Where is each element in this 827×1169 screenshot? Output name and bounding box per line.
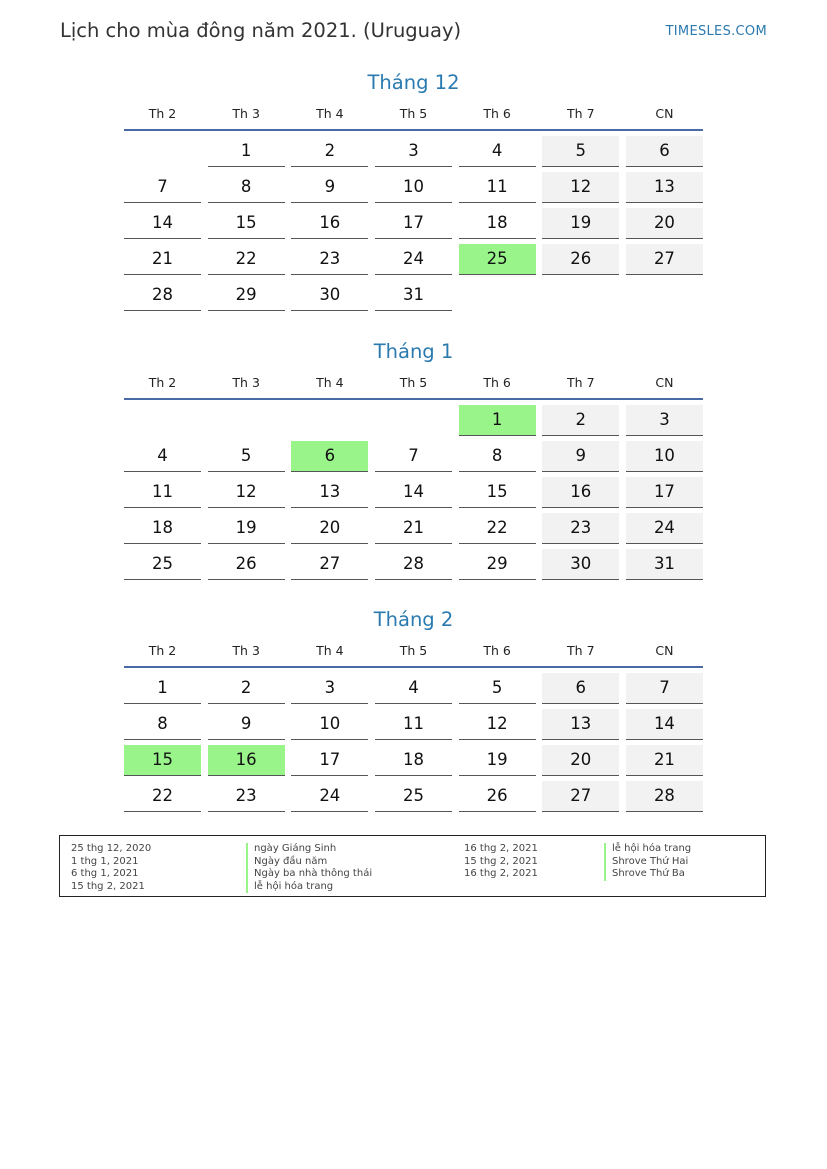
day-cell: 5 <box>542 136 619 167</box>
empty-day-cell <box>375 405 452 435</box>
day-cell: 6 <box>542 673 619 704</box>
holiday-date: 25 thg 12, 2020 <box>71 843 152 854</box>
day-cell: 10 <box>375 172 452 203</box>
day-cell: 9 <box>542 441 619 472</box>
day-cell: 20 <box>626 208 703 239</box>
empty-day-cell <box>208 405 285 435</box>
empty-day-cell <box>124 405 201 435</box>
day-cell: 12 <box>208 477 285 508</box>
day-cell: 12 <box>542 172 619 203</box>
holiday-name: ngày Giáng Sinh <box>246 843 372 856</box>
weekday-header <box>124 107 703 131</box>
day-cell: 25 <box>124 549 201 580</box>
weekday-label: Th 7 <box>567 106 595 121</box>
day-cell: 11 <box>124 477 201 508</box>
month-january <box>124 338 703 581</box>
day-grid <box>124 673 703 813</box>
day-cell: 12 <box>459 709 536 740</box>
weekday-label: Th 3 <box>232 643 260 658</box>
weekday-label: Th 5 <box>399 375 428 390</box>
day-cell: 21 <box>124 244 201 275</box>
day-cell: 14 <box>626 709 703 740</box>
day-cell: 7 <box>124 172 201 203</box>
month-title: Tháng 1 <box>373 340 454 363</box>
legend-names-right <box>604 843 691 881</box>
weekday-label: Th 3 <box>232 106 260 121</box>
day-cell: 1 <box>459 405 536 436</box>
empty-day-cell <box>124 136 201 166</box>
day-cell: 17 <box>375 208 452 239</box>
weekday-label: Th 2 <box>148 643 177 658</box>
day-cell: 27 <box>542 781 619 812</box>
day-cell: 26 <box>542 244 619 275</box>
day-cell: 10 <box>626 441 703 472</box>
day-cell: 16 <box>542 477 619 508</box>
day-cell: 4 <box>124 441 201 472</box>
holiday-name: lễ hội hóa trang <box>246 881 372 894</box>
day-cell: 30 <box>291 280 368 311</box>
day-cell: 30 <box>542 549 619 580</box>
empty-day-cell <box>291 405 368 435</box>
day-cell: 7 <box>375 441 452 472</box>
day-grid <box>124 136 703 312</box>
day-cell: 5 <box>459 673 536 704</box>
brand-link[interactable]: TIMESLES.COM <box>665 24 767 39</box>
day-cell: 11 <box>459 172 536 203</box>
legend-dates-left <box>71 843 151 893</box>
month-february <box>124 606 703 813</box>
day-cell: 3 <box>626 405 703 436</box>
weekday-label: Th 4 <box>316 106 344 121</box>
weekday-label: Th 2 <box>148 375 177 390</box>
day-cell: 3 <box>375 136 452 167</box>
holiday-name: Shrove Thứ Hai <box>604 856 691 869</box>
day-cell: 4 <box>459 136 536 167</box>
day-cell: 14 <box>375 477 452 508</box>
holiday-date: 16 thg 2, 2021 <box>464 843 538 854</box>
day-cell: 9 <box>208 709 285 740</box>
weekday-header <box>124 644 703 668</box>
day-cell: 22 <box>208 244 285 275</box>
day-cell: 19 <box>459 745 536 776</box>
day-cell: 20 <box>291 513 368 544</box>
weekday-label: Th 5 <box>399 643 428 658</box>
day-cell: 8 <box>459 441 536 472</box>
holiday-date: 15 thg 2, 2021 <box>71 880 145 892</box>
weekday-label: Th 6 <box>483 643 511 658</box>
day-cell: 28 <box>626 781 703 812</box>
day-cell: 31 <box>626 549 703 580</box>
empty-day-cell <box>626 280 703 310</box>
day-cell: 13 <box>542 709 619 740</box>
day-cell: 25 <box>459 244 536 275</box>
weekday-label: Th 3 <box>232 375 260 390</box>
day-cell: 18 <box>375 745 452 776</box>
day-cell: 27 <box>626 244 703 275</box>
day-cell: 22 <box>124 781 201 812</box>
day-cell: 29 <box>459 549 536 580</box>
day-cell: 23 <box>208 781 285 812</box>
holiday-name: Shrove Thứ Ba <box>604 868 691 881</box>
weekday-label: CN <box>655 106 674 121</box>
day-cell: 26 <box>208 549 285 580</box>
day-cell: 31 <box>375 280 452 311</box>
weekday-label: Th 6 <box>483 375 511 390</box>
day-cell: 6 <box>291 441 368 472</box>
legend-names-left <box>246 843 372 893</box>
month-title: Tháng 2 <box>373 608 454 631</box>
weekday-label: Th 7 <box>567 643 595 658</box>
day-cell: 25 <box>375 781 452 812</box>
day-cell: 4 <box>375 673 452 704</box>
holiday-legend <box>59 835 766 897</box>
day-cell: 22 <box>459 513 536 544</box>
day-cell: 28 <box>375 549 452 580</box>
day-cell: 24 <box>375 244 452 275</box>
day-cell: 24 <box>626 513 703 544</box>
day-cell: 7 <box>626 673 703 704</box>
day-grid <box>124 405 703 581</box>
day-cell: 17 <box>626 477 703 508</box>
page-title: Lịch cho mùa đông năm 2021. (Uruguay) <box>60 19 462 42</box>
day-cell: 23 <box>291 244 368 275</box>
day-cell: 2 <box>542 405 619 436</box>
day-cell: 14 <box>124 208 201 239</box>
day-cell: 5 <box>208 441 285 472</box>
holiday-name: Ngày ba nhà thông thái <box>246 868 372 881</box>
day-cell: 9 <box>291 172 368 203</box>
holiday-date: 16 thg 2, 2021 <box>464 868 538 879</box>
day-cell: 13 <box>291 477 368 508</box>
holiday-date: 15 thg 2, 2021 <box>464 855 538 867</box>
holiday-name: Ngày đầu năm <box>246 856 372 869</box>
day-cell: 6 <box>626 136 703 167</box>
day-cell: 16 <box>208 745 285 776</box>
holiday-name: lễ hội hóa trang <box>604 843 691 856</box>
holiday-date: 6 thg 1, 2021 <box>71 868 139 879</box>
day-cell: 19 <box>208 513 285 544</box>
day-cell: 17 <box>291 745 368 776</box>
day-cell: 1 <box>124 673 201 704</box>
day-cell: 3 <box>291 673 368 704</box>
weekday-label: Th 7 <box>567 375 595 390</box>
weekday-label: CN <box>655 643 674 658</box>
day-cell: 2 <box>291 136 368 167</box>
month-title: Tháng 12 <box>367 71 460 94</box>
day-cell: 21 <box>375 513 452 544</box>
day-cell: 29 <box>208 280 285 311</box>
weekday-label: Th 4 <box>316 375 344 390</box>
empty-day-cell <box>542 280 619 310</box>
day-cell: 21 <box>626 745 703 776</box>
weekday-header <box>124 376 703 400</box>
day-cell: 15 <box>208 208 285 239</box>
day-cell: 8 <box>208 172 285 203</box>
day-cell: 18 <box>459 208 536 239</box>
day-cell: 10 <box>291 709 368 740</box>
day-cell: 8 <box>124 709 201 740</box>
day-cell: 18 <box>124 513 201 544</box>
day-cell: 2 <box>208 673 285 704</box>
day-cell: 26 <box>459 781 536 812</box>
legend-dates-right <box>464 843 538 881</box>
day-cell: 1 <box>208 136 285 167</box>
day-cell: 20 <box>542 745 619 776</box>
month-december <box>124 69 703 312</box>
day-cell: 24 <box>291 781 368 812</box>
empty-day-cell <box>459 280 536 310</box>
weekday-label: CN <box>655 375 674 390</box>
day-cell: 13 <box>626 172 703 203</box>
day-cell: 27 <box>291 549 368 580</box>
day-cell: 15 <box>124 745 201 776</box>
weekday-label: Th 5 <box>399 106 428 121</box>
day-cell: 11 <box>375 709 452 740</box>
weekday-label: Th 4 <box>316 643 344 658</box>
day-cell: 23 <box>542 513 619 544</box>
weekday-label: Th 6 <box>483 106 511 121</box>
weekday-label: Th 2 <box>148 106 177 121</box>
day-cell: 16 <box>291 208 368 239</box>
day-cell: 15 <box>459 477 536 508</box>
day-cell: 28 <box>124 280 201 311</box>
day-cell: 19 <box>542 208 619 239</box>
holiday-date: 1 thg 1, 2021 <box>71 855 139 867</box>
